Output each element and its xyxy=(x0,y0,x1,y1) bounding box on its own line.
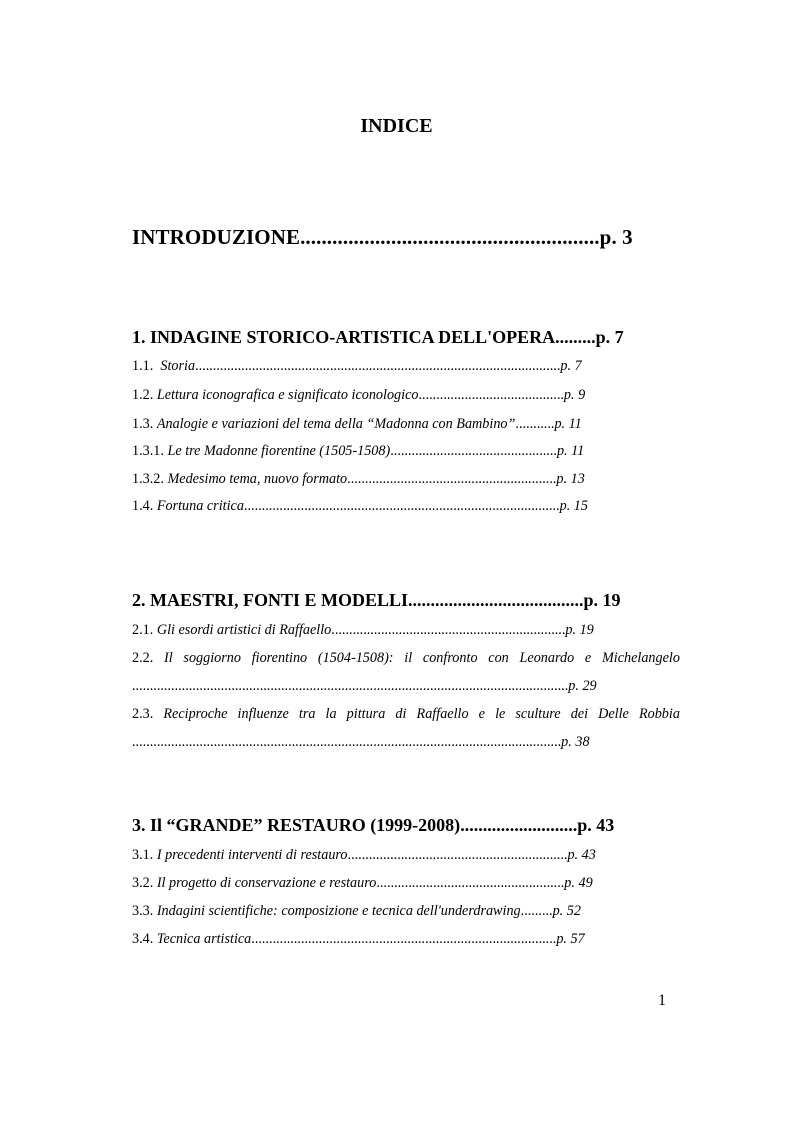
item-number: 3.3. xyxy=(132,903,154,919)
item-word: Michelangelo xyxy=(601,650,680,666)
item-page: p. 38 xyxy=(561,734,590,750)
toc-item-1-3-1[interactable] xyxy=(132,443,584,460)
leader-dots: ......... xyxy=(520,903,553,919)
item-word: (1504-1508): xyxy=(317,650,394,666)
item-number: 1.3.1. xyxy=(132,443,164,459)
item-page: p. 29 xyxy=(568,678,597,694)
leader-dots: .......................... xyxy=(460,815,578,835)
toc-item-2-2-continued[interactable] xyxy=(132,678,597,695)
toc-item-2-3-continued[interactable] xyxy=(132,734,590,751)
item-number: 3.1. xyxy=(132,847,154,863)
item-number: 2.3. xyxy=(132,706,154,722)
item-number: 1.1. xyxy=(132,358,154,374)
item-title: Medesimo tema, nuovo formato xyxy=(167,471,348,487)
toc-item-2-2[interactable] xyxy=(132,650,680,667)
leader-dots: ..................................................... xyxy=(376,875,565,891)
toc-section-2[interactable] xyxy=(132,590,621,611)
item-word: confronto xyxy=(422,650,478,666)
item-page: p. 13 xyxy=(556,471,585,487)
item-word: e xyxy=(584,650,592,666)
section-heading: 3. Il “GRANDE” RESTAURO (1999-2008) xyxy=(132,815,461,835)
item-word: pittura xyxy=(346,706,386,722)
item-title: Gli esordi artistici di Raffaello xyxy=(156,622,332,638)
section-page: p. 19 xyxy=(583,590,621,610)
toc-item-3-2[interactable] xyxy=(132,875,593,892)
item-word: Raffaello xyxy=(416,706,469,722)
item-number: 3.4. xyxy=(132,931,154,947)
item-page: p. 7 xyxy=(560,358,582,374)
item-page: p. 15 xyxy=(559,498,588,514)
item-number: 1.2. xyxy=(132,387,154,403)
leader-dots: ......................................................................................................................... xyxy=(132,734,562,750)
item-word: e xyxy=(478,706,485,722)
section-heading: 2. MAESTRI, FONTI E MODELLI xyxy=(132,590,409,610)
item-page: p. 19 xyxy=(565,622,594,638)
page-number: 1 xyxy=(658,992,666,1009)
section-page: p. 43 xyxy=(577,815,615,835)
item-word: di xyxy=(395,706,407,722)
item-word: sculture xyxy=(515,706,561,722)
item-page: p. 43 xyxy=(567,847,596,863)
leader-dots: ......... xyxy=(555,327,596,347)
item-page: p. 52 xyxy=(552,903,581,919)
toc-section-1[interactable] xyxy=(132,327,624,348)
leader-dots: ......................................... xyxy=(418,387,564,403)
item-number: 2.2. xyxy=(132,650,154,666)
leader-dots: ........................................................ xyxy=(300,225,600,249)
item-number: 1.3. xyxy=(132,416,154,432)
toc-section-3[interactable] xyxy=(132,815,614,836)
leader-dots: ...................................................................................... xyxy=(251,931,557,947)
item-title: Il progetto di conservazione e restauro xyxy=(156,875,377,891)
entry-title: INTRODUZIONE xyxy=(132,225,301,249)
toc-item-2-3[interactable] xyxy=(132,706,680,723)
item-word: influenze xyxy=(237,706,289,722)
toc-item-1-3-2[interactable] xyxy=(132,471,585,488)
toc-item-3-4[interactable] xyxy=(132,931,585,948)
section-page: p. 7 xyxy=(595,327,624,347)
item-word: Il xyxy=(164,650,173,666)
item-number: 3.2. xyxy=(132,875,154,891)
leader-dots: ............................................... xyxy=(390,443,557,459)
leader-dots: ........... xyxy=(515,416,555,432)
toc-entry-introduzione[interactable] xyxy=(132,225,633,250)
leader-dots: ........................................................... xyxy=(347,471,557,487)
item-title: Lettura iconografica e significato iconologico xyxy=(156,387,419,403)
item-number: 1.3.2. xyxy=(132,471,164,487)
item-title: Analogie e variazioni del tema della “Madonna con Bambino” xyxy=(156,416,516,432)
leader-dots: .................................................................. xyxy=(331,622,566,638)
item-number: 2.1. xyxy=(132,622,154,638)
toc-item-3-3[interactable] xyxy=(132,903,581,920)
item-word: il xyxy=(404,650,413,666)
item-word: Robbia xyxy=(638,706,680,722)
item-title: Tecnica artistica xyxy=(156,931,252,947)
toc-item-1-4[interactable] xyxy=(132,498,588,515)
entry-page: p. 3 xyxy=(599,225,633,249)
leader-dots: ....................................................................................................... xyxy=(195,358,561,374)
item-word: le xyxy=(495,706,506,722)
toc-item-3-1[interactable] xyxy=(132,847,596,864)
item-title: I precedenti interventi di restauro xyxy=(156,847,348,863)
item-page: p. 11 xyxy=(556,443,585,459)
item-word: dei xyxy=(570,706,589,722)
item-title: Fortuna critica xyxy=(156,498,244,514)
item-page: p. 49 xyxy=(564,875,593,891)
item-word: Delle xyxy=(598,706,629,722)
leader-dots: ........................................................................................................................... xyxy=(132,678,569,694)
item-title: Le tre Madonne fiorentine (1505-1508) xyxy=(167,443,391,459)
item-word: Leonardo xyxy=(519,650,575,666)
leader-dots: .............................................................. xyxy=(347,847,568,863)
page-title: INDICE xyxy=(360,115,433,137)
item-word: con xyxy=(488,650,509,666)
section-heading: 1. INDAGINE STORICO-ARTISTICA DELL'OPERA xyxy=(132,327,556,347)
leader-dots: ....................................... xyxy=(408,590,584,610)
toc-item-1-2[interactable] xyxy=(132,387,585,404)
leader-dots: ......................................................................................... xyxy=(243,498,560,514)
toc-item-1-3[interactable] xyxy=(132,416,582,433)
item-word: Reciproche xyxy=(163,706,228,722)
item-title: Storia xyxy=(160,358,196,374)
toc-item-1-1[interactable] xyxy=(132,358,582,375)
toc-item-2-1[interactable] xyxy=(132,622,594,639)
item-page: p. 11 xyxy=(554,416,582,432)
item-word: tra xyxy=(298,706,316,722)
item-page: p. 9 xyxy=(563,387,586,403)
item-title: Indagini scientifiche: composizione e tecnica dell'underdrawing xyxy=(156,903,521,919)
item-word: fiorentino xyxy=(251,650,308,666)
item-word: soggiorno xyxy=(183,650,241,666)
item-word: la xyxy=(325,706,337,722)
item-page: p. 57 xyxy=(556,931,585,947)
item-number: 1.4. xyxy=(132,498,154,514)
